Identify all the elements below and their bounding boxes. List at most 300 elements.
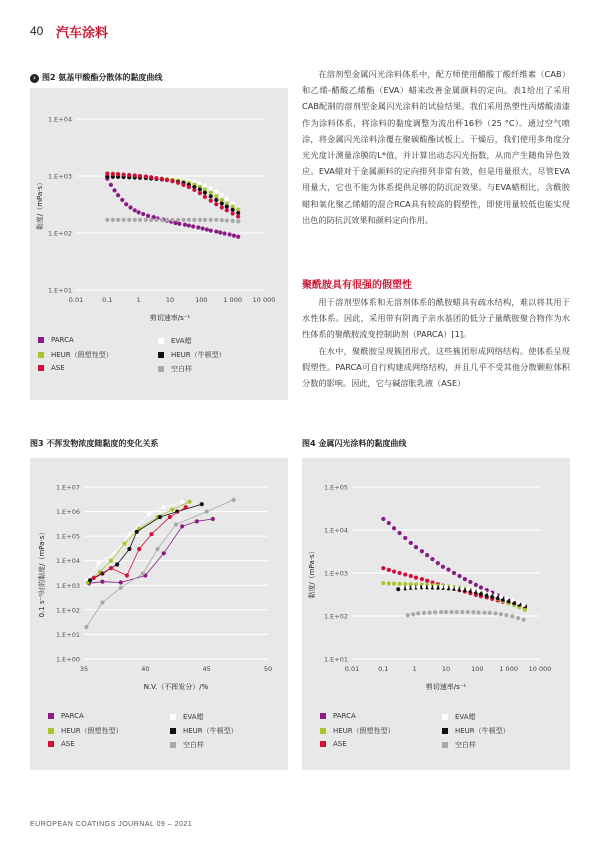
- data-point-ase: [92, 576, 96, 580]
- data-point-parca: [397, 531, 401, 535]
- x-tick-label: 10 000: [252, 296, 276, 304]
- data-point-parca: [100, 580, 104, 584]
- data-point-ase: [198, 191, 202, 195]
- data-point-parca: [446, 567, 450, 571]
- data-point-heur_newton: [396, 587, 400, 591]
- data-point-blank: [127, 218, 131, 222]
- x-tick-label: 0.01: [68, 296, 84, 304]
- data-point-eva: [460, 586, 464, 590]
- legend-swatch-eva: [158, 338, 164, 344]
- legend-label-heur_assoc: HEUR（假塑性型）: [61, 727, 123, 735]
- figure2-panel: [30, 88, 288, 400]
- x-tick-label: 0.1: [378, 665, 389, 673]
- legend-label-heur_assoc: HEUR（假塑性型）: [333, 727, 395, 735]
- x-tick-label: 10: [165, 296, 175, 304]
- data-point-blank: [116, 218, 120, 222]
- x-tick-label: 10 000: [528, 665, 552, 673]
- legend-swatch-parca: [38, 337, 44, 343]
- figure3-panel: [30, 458, 288, 770]
- article-body: [302, 66, 570, 228]
- data-point-parca: [187, 223, 191, 227]
- legend-item-heur_newton: [158, 350, 226, 360]
- legend-swatch-blank: [158, 366, 164, 372]
- data-point-parca: [109, 183, 113, 187]
- data-point-blank: [220, 218, 224, 222]
- data-point-parca: [196, 225, 200, 229]
- data-point-ase: [138, 174, 142, 178]
- data-point-parca: [120, 198, 124, 202]
- data-point-heur_assoc: [209, 191, 213, 195]
- x-tick-label: 50: [263, 665, 273, 673]
- data-point-blank: [428, 610, 432, 614]
- data-point-eva: [406, 585, 410, 589]
- data-point-parca: [211, 517, 215, 521]
- data-point-blank: [156, 547, 160, 551]
- data-point-parca: [180, 524, 184, 528]
- data-point-blank: [499, 612, 503, 616]
- figure3-caption: 图3 不挥发物浓度随黏度的变化关系: [30, 439, 159, 448]
- legend-item-blank: [170, 740, 204, 750]
- data-point-parca: [177, 222, 181, 226]
- data-point-parca: [133, 208, 137, 212]
- data-point-ase: [121, 172, 125, 176]
- data-point-eva: [477, 589, 481, 593]
- data-point-blank: [174, 522, 178, 526]
- data-point-blank: [416, 611, 420, 615]
- data-point-blank: [232, 498, 236, 502]
- x-tick-label: 35: [79, 665, 89, 673]
- y-tick-label: 1.E+02: [323, 612, 348, 621]
- y-tick-label: 1.E+04: [55, 557, 80, 566]
- legend-item-heur_assoc: [320, 726, 395, 736]
- data-point-blank: [205, 509, 209, 513]
- article-paragraph-3: 在水中，聚酰胺呈现簇团形式，这些簇团形成网络结构。使体系呈现假塑性。PARCA可自行构建成网络结构，并且几乎不受其他分散颗粒体积分数的影响。因此，它与碱溶胀乳液（ASE）: [302, 345, 570, 389]
- data-point-eva: [499, 595, 503, 599]
- legend-label-heur_newton: HEUR（牛顿型）: [455, 727, 510, 735]
- data-point-parca: [425, 553, 429, 557]
- y-axis-label: 0.1 s⁻¹时的黏度/（mPa·s）: [38, 528, 46, 618]
- data-point-blank: [198, 218, 202, 222]
- data-point-ase: [165, 178, 169, 182]
- data-point-parca: [183, 223, 187, 227]
- data-point-ase: [414, 576, 418, 580]
- data-point-parca: [468, 580, 472, 584]
- data-point-parca: [409, 541, 413, 545]
- data-point-blank: [121, 218, 125, 222]
- data-point-eva: [449, 585, 453, 589]
- series-line-ase: [94, 507, 186, 578]
- x-tick-label: 0.01: [344, 665, 360, 673]
- data-point-eva: [433, 585, 437, 589]
- x-tick-label: 1 000: [499, 665, 518, 673]
- data-point-heur_newton: [225, 205, 229, 209]
- y-axis-label: 黏度/（mPa·s）: [308, 547, 316, 599]
- data-point-ase: [149, 175, 153, 179]
- legend-label-eva: EVA蜡: [171, 337, 192, 345]
- x-tick-label: 45: [202, 665, 211, 673]
- data-point-parca: [420, 549, 424, 553]
- data-point-eva: [127, 532, 131, 536]
- data-point-ase: [184, 505, 188, 509]
- data-point-blank: [504, 613, 508, 617]
- data-point-parca: [228, 232, 232, 236]
- legend-item-heur_newton: [170, 726, 238, 736]
- data-point-ase: [109, 566, 113, 570]
- data-point-heur_assoc: [187, 500, 191, 504]
- x-tick-label: 1: [136, 296, 141, 304]
- data-point-heur_assoc: [236, 207, 240, 211]
- data-point-blank: [111, 218, 115, 222]
- data-point-eva: [416, 585, 420, 589]
- data-point-heur_newton: [115, 562, 119, 566]
- x-tick-label: 100: [471, 665, 484, 673]
- legend-label-eva: EVA蜡: [455, 713, 476, 721]
- legend-item-blank: [158, 364, 192, 374]
- legend-swatch-ase: [320, 741, 326, 747]
- data-point-blank: [471, 610, 475, 614]
- data-point-eva: [522, 603, 526, 607]
- data-point-parca: [436, 561, 440, 565]
- article-body-2: [302, 294, 570, 391]
- data-point-parca: [195, 519, 199, 523]
- data-point-parca: [162, 551, 166, 555]
- data-point-parca: [441, 565, 445, 569]
- legend-item-parca: [48, 712, 84, 720]
- legend-label-blank: 空白样: [183, 741, 204, 749]
- data-point-ase: [209, 199, 213, 203]
- data-point-ase: [125, 573, 129, 577]
- data-point-heur_newton: [88, 578, 92, 582]
- data-point-ase: [192, 188, 196, 192]
- data-point-blank: [522, 618, 526, 622]
- data-point-parca: [452, 571, 456, 575]
- data-point-heur_assoc: [523, 608, 527, 612]
- x-tick-label: 0.1: [102, 296, 113, 304]
- data-point-parca: [141, 212, 145, 216]
- data-point-blank: [133, 218, 137, 222]
- series-line-eva: [87, 502, 183, 581]
- y-tick-label: 1.E+01: [55, 630, 80, 639]
- x-tick-label: 40: [141, 665, 150, 673]
- x-axis-label: 剪切速率/s⁻¹: [425, 683, 467, 691]
- data-point-ase: [214, 202, 218, 206]
- data-point-blank: [488, 611, 492, 615]
- figure4-panel: [302, 458, 570, 770]
- data-point-parca: [232, 234, 236, 238]
- figure4-caption: 图4 金属闪光涂料的黏度曲线: [302, 439, 407, 448]
- legend-label-parca: PARCA: [51, 336, 74, 344]
- legend-swatch-heur_assoc: [320, 728, 326, 734]
- section-title: 汽车涂料: [56, 26, 109, 41]
- data-point-parca: [116, 193, 120, 197]
- legend-swatch-parca: [320, 713, 326, 719]
- series-line-parca: [89, 519, 213, 583]
- article-subheading: 聚酰胺具有很强的假塑性: [302, 280, 412, 291]
- data-point-heur_newton: [209, 194, 213, 198]
- data-point-ase: [170, 179, 174, 183]
- data-point-parca: [236, 235, 240, 239]
- data-point-ase: [225, 208, 229, 212]
- data-point-ase: [392, 569, 396, 573]
- data-point-heur_newton: [135, 530, 139, 534]
- y-axis-label: 黏度/（mPa·s）: [36, 178, 44, 231]
- legend-swatch-parca: [48, 713, 54, 719]
- data-point-blank: [482, 610, 486, 614]
- data-point-eva: [439, 585, 443, 589]
- data-point-blank: [455, 610, 459, 614]
- data-point-eva: [482, 590, 486, 594]
- legend-label-eva: EVA蜡: [183, 713, 204, 721]
- data-point-blank: [187, 218, 191, 222]
- y-tick-label: 1.E+02: [55, 606, 80, 615]
- data-point-heur_assoc: [214, 194, 218, 198]
- legend-swatch-heur_newton: [442, 728, 448, 734]
- data-point-eva: [97, 561, 101, 565]
- figure4-chart: [302, 458, 570, 770]
- data-point-heur_assoc: [109, 559, 113, 563]
- y-tick-label: 1.E+03: [323, 569, 348, 578]
- legend-label-ase: ASE: [51, 364, 65, 372]
- data-point-blank: [154, 218, 158, 222]
- data-point-ase: [176, 181, 180, 185]
- footer-journal: EUROPEAN COATINGS JOURNAL 09 – 2021: [30, 821, 193, 828]
- data-point-ase: [397, 571, 401, 575]
- data-point-eva: [444, 585, 448, 589]
- data-point-ase: [149, 532, 153, 536]
- legend-label-blank: 空白样: [455, 741, 476, 749]
- data-point-blank: [236, 219, 240, 223]
- data-point-eva: [471, 588, 475, 592]
- data-point-parca: [463, 577, 467, 581]
- data-point-ase: [111, 172, 115, 176]
- data-point-ase: [133, 173, 137, 177]
- y-tick-label: 1.E+03: [47, 172, 72, 181]
- data-point-parca: [191, 224, 195, 228]
- data-point-ase: [220, 205, 224, 209]
- y-tick-label: 1.E+04: [323, 526, 348, 535]
- data-point-eva: [400, 586, 404, 590]
- arrow-right-icon: ›: [30, 74, 39, 83]
- data-point-blank: [209, 218, 213, 222]
- legend-swatch-heur_newton: [158, 352, 164, 358]
- data-point-eva: [516, 600, 520, 604]
- data-point-ase: [425, 579, 429, 583]
- data-point-blank: [433, 610, 437, 614]
- data-point-ase: [168, 515, 172, 519]
- data-point-eva: [466, 587, 470, 591]
- data-point-eva: [422, 585, 426, 589]
- data-point-eva: [203, 183, 207, 187]
- data-point-eva: [455, 586, 459, 590]
- data-point-blank: [181, 218, 185, 222]
- y-tick-label: 1.E+01: [47, 286, 72, 295]
- data-point-blank: [411, 612, 415, 616]
- data-point-parca: [222, 231, 226, 235]
- data-point-blank: [170, 218, 174, 222]
- data-point-blank: [176, 218, 180, 222]
- data-point-eva: [162, 505, 166, 509]
- data-point-blank: [460, 610, 464, 614]
- data-point-parca: [112, 188, 116, 192]
- y-tick-label: 1.E+01: [323, 655, 348, 664]
- data-point-blank: [214, 218, 218, 222]
- data-point-parca: [205, 227, 209, 231]
- data-point-heur_assoc: [403, 582, 407, 586]
- data-point-parca: [479, 585, 483, 589]
- legend-item-eva: [158, 336, 192, 346]
- data-point-blank: [105, 218, 109, 222]
- data-point-heur_newton: [220, 201, 224, 205]
- data-point-blank: [406, 613, 410, 617]
- legend-swatch-blank: [442, 742, 448, 748]
- data-point-blank: [100, 600, 104, 604]
- data-point-parca: [414, 545, 418, 549]
- legend-label-parca: PARCA: [61, 712, 84, 720]
- data-point-ase: [381, 566, 385, 570]
- data-point-eva: [428, 585, 432, 589]
- data-point-parca: [214, 229, 218, 233]
- data-point-ase: [203, 195, 207, 199]
- legend-item-heur_assoc: [38, 350, 113, 360]
- data-point-heur_assoc: [122, 541, 126, 545]
- data-point-ase: [160, 177, 164, 181]
- data-point-parca: [392, 526, 396, 530]
- data-point-blank: [144, 218, 148, 222]
- data-point-parca: [146, 214, 150, 218]
- article-paragraph-1: 在溶剂型金属闪光涂料体系中，配方师使用醋酸丁酸纤维素（CAB）和乙烯-醋酸乙烯酯（EVA）蜡来改善金属颜料的定向。表1给出了采用CAB配制的溶剂型金属闪光涂料的试验结果。我们采用热塑性丙烯酸清漆作为涂料体系，将涂料的黏度调整为流出杯16秒（25 °C）。通过空气喷涂，将金属闪光涂料涂覆在聚碳酸酯试板上。干燥后，我们使用多角度分光光度计测量涂膜的L*值，并计算出动态闪光指数，从而产生随角异色效应。EVA蜡对于金属颜料的定向排列非常有效，但是用量很大，尽管EVA用量大，它也不能为体系提供足够的防沉淀效果。与EVA蜡相比，含酰胺蜡和氧化聚乙烯蜡的混合RCA具有较高的假塑性，即使用量较低也能实现出色的防抗沉效果和颜料定向作用。: [302, 69, 570, 225]
- data-point-blank: [422, 611, 426, 615]
- legend-label-heur_newton: HEUR（牛顿型）: [171, 351, 226, 359]
- legend-swatch-eva: [442, 714, 448, 720]
- legend-label-blank: 空白样: [171, 365, 192, 373]
- data-point-ase: [105, 172, 109, 176]
- data-point-parca: [201, 226, 205, 230]
- x-tick-label: 10: [441, 665, 451, 673]
- legend-label-parca: PARCA: [333, 712, 356, 720]
- data-point-blank: [119, 586, 123, 590]
- x-tick-label: 1 000: [223, 296, 242, 304]
- x-axis-label: 剪切速率/s⁻¹: [149, 314, 191, 322]
- figure3-chart: [30, 458, 288, 770]
- data-point-ase: [387, 568, 391, 572]
- data-point-heur_newton: [200, 502, 204, 506]
- data-point-parca: [218, 230, 222, 234]
- data-point-heur_newton: [158, 515, 162, 519]
- legend-swatch-eva: [170, 714, 176, 720]
- y-tick-label: 1.E+05: [55, 532, 80, 541]
- data-point-ase: [187, 185, 191, 189]
- data-point-ase: [409, 574, 413, 578]
- legend-item-ase: [48, 740, 75, 748]
- data-point-heur_assoc: [392, 582, 396, 586]
- legend-item-ase: [38, 364, 65, 372]
- data-point-ase: [127, 173, 131, 177]
- data-point-ase: [144, 174, 148, 178]
- data-point-eva: [493, 593, 497, 597]
- legend-swatch-ase: [48, 741, 54, 747]
- data-point-blank: [477, 610, 481, 614]
- data-point-blank: [84, 625, 88, 629]
- data-point-heur_newton: [127, 547, 131, 551]
- data-point-parca: [403, 536, 407, 540]
- data-point-heur_assoc: [381, 581, 385, 585]
- data-point-blank: [149, 218, 153, 222]
- data-point-parca: [474, 583, 478, 587]
- data-point-parca: [430, 557, 434, 561]
- data-point-parca: [381, 517, 385, 521]
- y-tick-label: 1.E+03: [55, 581, 80, 590]
- x-axis-label: N.V.（不挥发分）/%: [143, 683, 209, 691]
- data-point-heur_newton: [203, 191, 207, 195]
- data-point-ase: [154, 176, 158, 180]
- data-point-heur_newton: [198, 187, 202, 191]
- legend-item-parca: [320, 712, 356, 720]
- y-tick-label: 1.E+00: [55, 655, 80, 664]
- data-point-blank: [165, 218, 169, 222]
- data-point-parca: [119, 580, 123, 584]
- data-point-blank: [160, 218, 164, 222]
- data-point-blank: [493, 611, 497, 615]
- data-point-ase: [403, 572, 407, 576]
- legend-item-ase: [320, 740, 347, 748]
- legend-swatch-heur_newton: [170, 728, 176, 734]
- legend-swatch-heur_assoc: [48, 728, 54, 734]
- data-point-blank: [203, 218, 207, 222]
- data-point-eva: [214, 189, 218, 193]
- y-tick-label: 1.E+04: [47, 115, 72, 124]
- legend-item-blank: [442, 740, 476, 750]
- data-point-eva: [510, 598, 514, 602]
- data-point-heur_newton: [231, 208, 235, 212]
- x-tick-label: 1: [412, 665, 417, 673]
- page-number: 40: [30, 24, 44, 38]
- data-point-parca: [128, 205, 132, 209]
- legend-label-heur_newton: HEUR（牛顿型）: [183, 727, 238, 735]
- data-point-blank: [231, 219, 235, 223]
- legend-item-heur_newton: [442, 726, 510, 736]
- legend-item-eva: [442, 712, 476, 722]
- data-point-eva: [225, 197, 229, 201]
- y-tick-label: 1.E+05: [323, 483, 348, 492]
- data-point-blank: [439, 610, 443, 614]
- data-point-blank: [138, 218, 142, 222]
- data-point-blank: [141, 571, 145, 575]
- data-point-blank: [225, 218, 229, 222]
- y-tick-label: 1.E+06: [55, 508, 80, 517]
- legend-label-ase: ASE: [333, 740, 347, 748]
- article-paragraph-2: 用于溶剂型体系和无溶剂体系的酰胺蜡具有疏水结构，难以将其用于水性体系。因此，采用带有阴离子亲水基团的低分子量酰胺聚合物作为水性体系的聚酰胺流变控制助剂（PARCA）[1]。: [302, 297, 570, 340]
- data-point-eva: [209, 186, 213, 190]
- data-point-parca: [457, 574, 461, 578]
- legend-label-heur_assoc: HEUR（假塑性型）: [51, 351, 113, 359]
- data-point-eva: [411, 585, 415, 589]
- legend-swatch-blank: [170, 742, 176, 748]
- data-point-parca: [124, 202, 128, 206]
- data-point-heur_assoc: [170, 508, 174, 512]
- x-tick-label: 100: [195, 296, 208, 304]
- data-point-eva: [180, 500, 184, 504]
- legend-item-parca: [38, 336, 74, 344]
- data-point-blank: [192, 218, 196, 222]
- legend-swatch-heur_assoc: [38, 352, 44, 358]
- data-point-heur_assoc: [397, 582, 401, 586]
- data-point-ase: [420, 577, 424, 581]
- data-point-ase: [116, 172, 120, 176]
- data-point-heur_newton: [214, 198, 218, 202]
- data-point-parca: [209, 229, 213, 233]
- data-point-eva: [220, 193, 224, 197]
- data-point-eva: [488, 592, 492, 596]
